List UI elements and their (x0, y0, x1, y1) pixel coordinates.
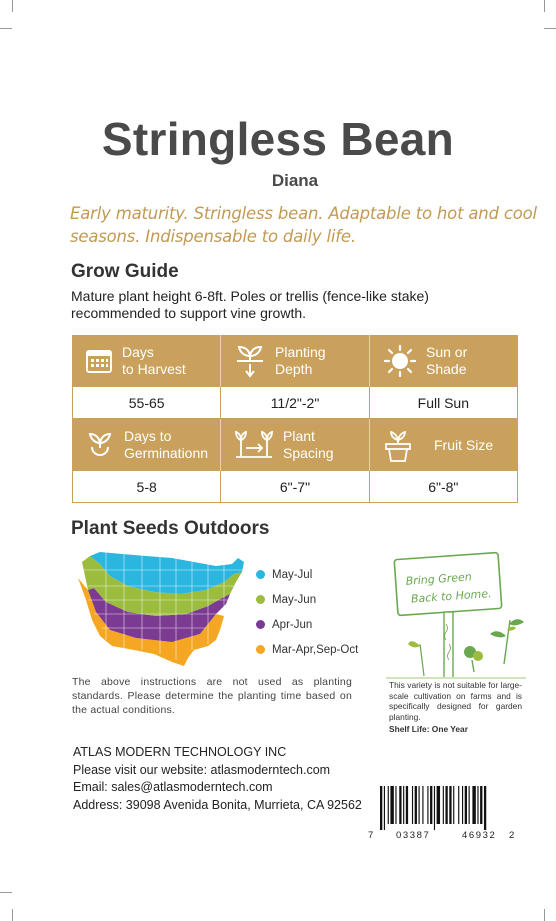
cell-fruit-size (369, 419, 518, 471)
barcode-digit-first: 7 (368, 830, 374, 841)
barcode-bar (443, 786, 444, 824)
fruit-size-label: Fruit Size (434, 436, 494, 453)
legend-item (256, 612, 358, 637)
cell-days-to-germination (72, 419, 220, 471)
barcode-bar (445, 786, 447, 824)
barcode-bar (430, 786, 432, 824)
barcode-bar (406, 786, 408, 824)
barcode-bar (412, 786, 413, 824)
days-to-germination-label: Days to Germinationn (124, 428, 209, 461)
company-address: Address: 39098 Avenida Bonita, Murrieta, CA 92562 (73, 797, 362, 812)
table-value-row (72, 471, 518, 503)
legend-swatch (256, 645, 265, 654)
variety-note: This variety is not suitable for large-scale cultivation on farms and is specifically designed for garden planting. (389, 680, 522, 722)
barcode-bar (480, 786, 482, 824)
sign-line-2: Back to Home. (410, 587, 492, 606)
garden-sign-illustration (386, 548, 526, 680)
legend-swatch (256, 595, 265, 604)
legend-label: May-Jun (272, 593, 317, 606)
barcode-bar (472, 786, 475, 824)
crop-mark (0, 892, 12, 893)
table-header-row (72, 419, 518, 471)
product-title: Stringless Bean (101, 113, 455, 165)
barcode-digit-last: 2 (509, 830, 515, 841)
legend-label: May-Jul (272, 568, 313, 581)
cell-days-to-harvest (72, 335, 220, 387)
crop-mark (544, 0, 545, 12)
plant-spacing-value: 6"-7" (220, 471, 368, 502)
barcode-bar (465, 786, 467, 824)
shelf-life: Shelf Life: One Year (389, 724, 468, 734)
barcode-bar (427, 786, 428, 824)
company-email: Email: sales@atlasmoderntech.com (73, 780, 273, 794)
barcode-bar (462, 786, 463, 824)
table-header-row (72, 335, 518, 387)
crop-mark (0, 28, 12, 29)
barcode-bar (388, 786, 389, 824)
tagline: Early maturity. Stringless bean. Adaptable to hot and cool seasons. Indispensable to daily life. (70, 204, 537, 246)
planting-depth-label: Planting Depth (275, 344, 326, 377)
grow-guide-description: Mature plant height 6-8ft. Poles or trellis (fence-like stake) recommended to support vine growth. (71, 288, 429, 321)
barcode-bar (434, 786, 435, 830)
legend-swatch (256, 570, 265, 579)
barcode-bar (415, 786, 417, 824)
legend-swatch (256, 620, 265, 629)
company-website: Please visit our website: atlasmoderntech.com (73, 762, 331, 777)
cell-plant-spacing (220, 419, 369, 471)
fruit-size-value: 6"-8" (369, 471, 517, 502)
barcode-bar (384, 786, 385, 830)
legend-item (256, 637, 358, 662)
potted-plant-icon (384, 428, 412, 462)
cell-sun-or-shade (369, 335, 518, 387)
crop-mark (544, 909, 545, 921)
plant-spacing-icon (235, 430, 273, 460)
barcode-bar (380, 786, 382, 830)
crop-mark (544, 28, 556, 29)
barcode-bar (469, 786, 470, 824)
legend-label: Apr-Jun (272, 618, 313, 631)
days-to-harvest-label: Days to Harvest (122, 344, 186, 377)
days-to-germination-value: 5-8 (136, 478, 157, 495)
sign-line-1: Bring Green (405, 570, 473, 588)
crop-mark (12, 909, 13, 921)
barcode-digits-left: 03387 (396, 830, 431, 841)
legend-item (256, 587, 358, 612)
calendar-icon (86, 349, 112, 373)
grow-guide-heading: Grow Guide (71, 261, 179, 282)
sun-or-shade-value: Full Sun (369, 387, 517, 418)
us-planting-zone-map (76, 550, 248, 668)
barcode-bar (419, 786, 420, 824)
planting-depth-value: 11/2"-2" (220, 387, 368, 418)
sun-or-shade-label: Sun or Shade (426, 344, 468, 377)
barcode-bar (399, 786, 401, 824)
legend-item (256, 562, 358, 587)
sun-icon (384, 345, 416, 377)
germination-icon (86, 429, 114, 461)
barcode-bar (453, 786, 454, 824)
days-to-harvest-value: 55-65 (128, 394, 165, 411)
barcode-bar (437, 786, 440, 824)
cell-planting-depth (220, 335, 369, 387)
variety-name: Diana (271, 171, 319, 190)
company-name: ATLAS MODERN TECHNOLOGY INC (73, 745, 287, 759)
barcode-bar (390, 786, 393, 824)
barcode-bar (403, 786, 404, 824)
barcode-bar (458, 786, 459, 824)
planting-depth-icon (235, 344, 265, 378)
map-legend (256, 562, 358, 662)
legend-label: Mar-Apr,Sep-Oct (272, 643, 359, 656)
barcode (368, 786, 508, 830)
grow-guide-table (72, 335, 518, 503)
plant-seeds-outdoors-heading: Plant Seeds Outdoors (71, 518, 270, 539)
barcode-digits-right: 46932 (462, 830, 497, 841)
company-info (73, 744, 362, 814)
plant-spacing-label: Plant Spacing (283, 428, 334, 461)
barcode-bar (449, 786, 451, 824)
barcode-bar (484, 786, 486, 830)
planting-disclaimer: The above instructions are not used as planting standards. Please determine the planting time based on the actual conditions. (72, 676, 352, 716)
barcode-bar (477, 786, 478, 824)
table-value-row (72, 387, 518, 419)
barcode-bar (395, 786, 396, 824)
barcode-bar (422, 786, 423, 824)
crop-mark (12, 0, 13, 12)
